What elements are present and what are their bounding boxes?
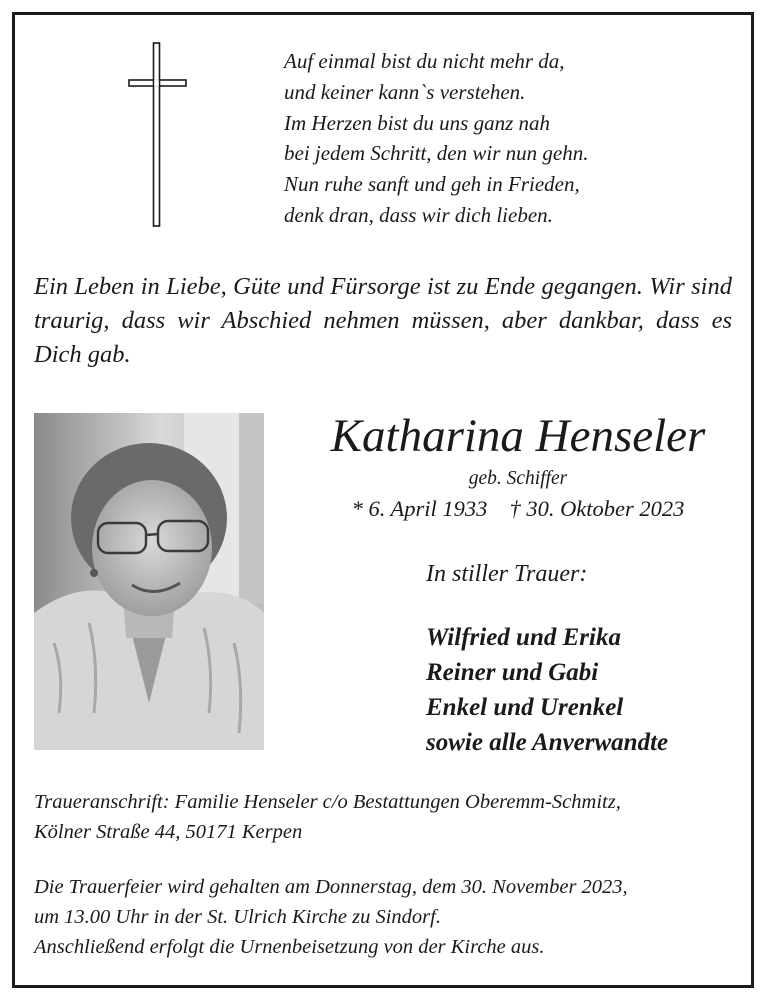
- birth-date: 6. April 1933: [368, 496, 488, 521]
- life-dates: [280, 494, 756, 524]
- poem-line: denk dran, dass wir dich lieben.: [284, 202, 553, 227]
- mourner-entry: sowie alle Anverwandte: [426, 729, 669, 756]
- ceremony-line: Anschließend erfolgt die Urnenbeisetzung von der Kirche aus.: [34, 936, 545, 958]
- deceased-name: Katharina Henseler: [330, 410, 706, 462]
- death-date: 30. Oktober 2023: [526, 496, 685, 521]
- ceremony-line: Die Trauerfeier wird gehalten am Donnerstag, dem 30. November 2023,: [34, 876, 628, 898]
- mourning-label: In stiller Trauer:: [426, 561, 588, 587]
- poem-line: Nun ruhe sanft und geh in Frieden,: [284, 172, 580, 197]
- address-line: Traueranschrift: Familie Henseler c/o Bestattungen Oberemm-Schmitz,: [34, 791, 621, 813]
- cross-icon: [128, 42, 188, 228]
- mourners-list: [426, 620, 668, 760]
- ceremony-info: [34, 872, 734, 962]
- mourner-entry: Enkel und Urenkel: [426, 694, 624, 721]
- death-symbol: †: [509, 496, 521, 521]
- mourner-entry: Reiner und Gabi: [426, 659, 599, 686]
- mourner-entry: Wilfried und Erika: [426, 624, 621, 651]
- portrait-photo: [34, 413, 264, 750]
- poem-line: bei jedem Schritt, den wir nun gehn.: [284, 141, 589, 166]
- poem-line: und keiner kann`s verstehen.: [284, 79, 526, 104]
- memorial-poem: [284, 46, 724, 231]
- ceremony-line: um 13.00 Uhr in der St. Ulrich Kirche zu Sindorf.: [34, 906, 441, 928]
- birth-symbol: *: [351, 496, 363, 521]
- mourning-address: [34, 787, 734, 847]
- address-line: Kölner Straße 44, 50171 Kerpen: [34, 821, 303, 843]
- intro-text: Ein Leben in Liebe, Güte und Fürsorge ist zu Ende gegangen. Wir sind traurig, dass wir Abschied nehmen müssen, aber dankbar, dass es Dich gab.: [34, 273, 732, 368]
- poem-line: Im Herzen bist du uns ganz nah: [284, 110, 550, 135]
- poem-line: Auf einmal bist du nicht mehr da,: [284, 49, 565, 73]
- maiden-name: geb. Schiffer: [468, 468, 568, 489]
